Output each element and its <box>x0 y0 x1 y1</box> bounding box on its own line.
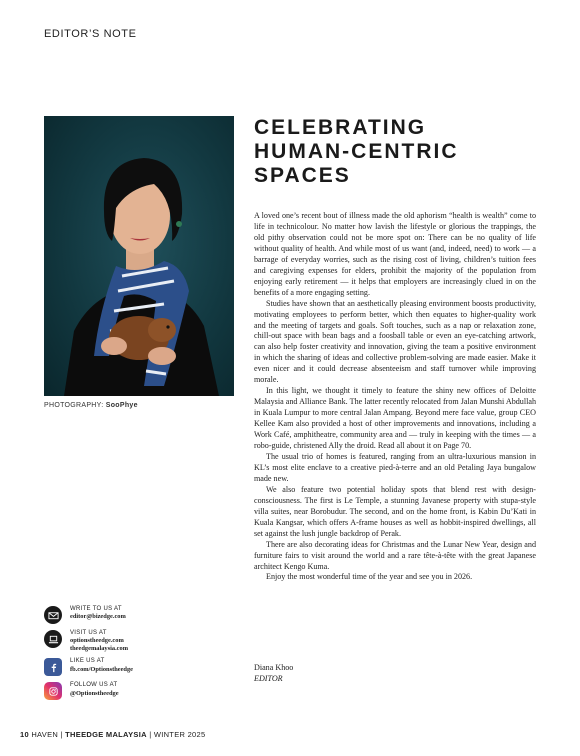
paragraph-4: The usual trio of homes is featured, ranging from an ultra-luxurious mansion in KL’s most elite enclave to a creative pied-à-terre and an old Petaling Jaya bungalow made new. <box>254 451 536 483</box>
photo-credit-label: PHOTOGRAPHY: <box>44 402 104 409</box>
headline <box>254 116 544 188</box>
footer-divider-2: | <box>149 730 152 739</box>
contact-email-label: WRITE TO US AT <box>70 606 122 612</box>
laptop-icon <box>44 630 62 648</box>
signature <box>254 662 293 684</box>
section-label: EDITOR’S NOTE <box>44 28 137 40</box>
paragraph-3: In this light, we thought it timely to feature the shiny new offices of Deloitte Malaysia and Alliance Bank. The latter recently relocated from Jalan Munshi Abdullah in Kuala Lumpur to more central Jalan Ampang. Beyond mere face value, group CEO Kellee Kam also provided a host of other improvements and innovations, including a Work Café, amphitheatre, community area and — truly in keeping with the times — a robo-guide, christened Ally the droid. Read all about it on Page 70. <box>254 386 536 451</box>
contact-instagram[interactable] <box>44 682 224 700</box>
paragraph-1: A loved one’s recent bout of illness made the old aphorism “health is wealth” come to life in technicolour. No matter how lavish the lifestyle or glorious the trappings, the old pithy observation could not be more spot on: There can be no quality of life without quality of health. And while most of us want (and, indeed, need) to work — a barrage of everyday worries, such as the rising cost of living, children’s tuition fees and caregiving expenses for elders, prohibit the majority of the population from enjoying early retirement — it helps that employers are increasingly clued in on the benefits of a more engaging setting. <box>254 211 536 297</box>
paragraph-6: There are also decorating ideas for Christmas and the Lunar New Year, design and furniture fairs to visit around the world and a rare tête-à-tête with the great Japanese architect Kengo Kuma. <box>254 539 536 571</box>
contact-website-value-2[interactable]: theedgemalaysia.com <box>70 644 129 652</box>
signature-name: Diana Khoo <box>254 663 294 672</box>
paragraph-7: Enjoy the most wonderful time of the year and see you in 2026. <box>266 572 473 582</box>
facebook-icon <box>44 658 62 676</box>
contact-email[interactable] <box>44 606 224 624</box>
contact-website-label: VISIT US AT <box>70 630 107 636</box>
contact-email-value[interactable]: editor@bizedge.com <box>70 613 126 621</box>
headline-line-1: CELEBRATING <box>254 116 427 139</box>
instagram-icon <box>44 682 62 700</box>
contact-facebook[interactable] <box>44 658 224 676</box>
paragraph-2: Studies have shown that an aesthetically pleasing environment boosts productivity, motivating employees to perform better, which then equates to higher-quality work and the meeting of targets and goals. Soft touches, such as a nap or relaxation zone, chill-out space with bean bags and a foosball table or even an eye-catching artwork, can also help foster creativity and innovation, giving the team a positive environment in which the sharing of ideas and collective problem-solving are made easier. Make it even nicer and it could decrease absenteeism and staff turnover while improving morale. <box>254 298 536 385</box>
footer-divider-1: | <box>60 730 63 739</box>
editor-portrait-photo <box>44 116 234 396</box>
publisher-brand: THEEDGE MALAYSIA <box>65 730 147 739</box>
contact-instagram-value[interactable]: @Optionstheedge <box>70 689 119 697</box>
issue-label: WINTER 2025 <box>153 730 206 739</box>
contact-website[interactable] <box>44 630 224 652</box>
photographer-name: SooPhye <box>105 402 138 409</box>
headline-line-2: HUMAN-CENTRIC <box>254 140 459 163</box>
photo-credit <box>44 402 138 409</box>
magazine-name: HAVEN <box>31 730 59 739</box>
email-icon <box>44 606 62 624</box>
contact-list <box>44 606 224 706</box>
article-body <box>254 211 536 583</box>
paragraph-5: We also feature two potential holiday spots that blend rest with design-consciousness. The first is Le Temple, a stunning Javanese property with stupa-style villa suites, near Borobudur. The second, and on the home front, is Kabin Du’Kati in Kuala Kangsar, which offers A-frame houses as well as hobbit-inspired dwellings, all set against the lush jungle backdrop of Perak. <box>254 484 536 538</box>
contact-facebook-value[interactable]: fb.com/Optionstheedge <box>70 665 134 673</box>
contact-website-value-1[interactable]: optionstheedge.com <box>70 637 124 645</box>
headline-line-3: SPACES <box>254 164 351 187</box>
page-number: 10 <box>20 730 29 739</box>
contact-instagram-label: FOLLOW US AT <box>70 682 118 689</box>
contact-facebook-label: LIKE US AT <box>70 658 105 665</box>
page-footer <box>20 730 205 739</box>
signature-role: EDITOR <box>254 674 283 683</box>
